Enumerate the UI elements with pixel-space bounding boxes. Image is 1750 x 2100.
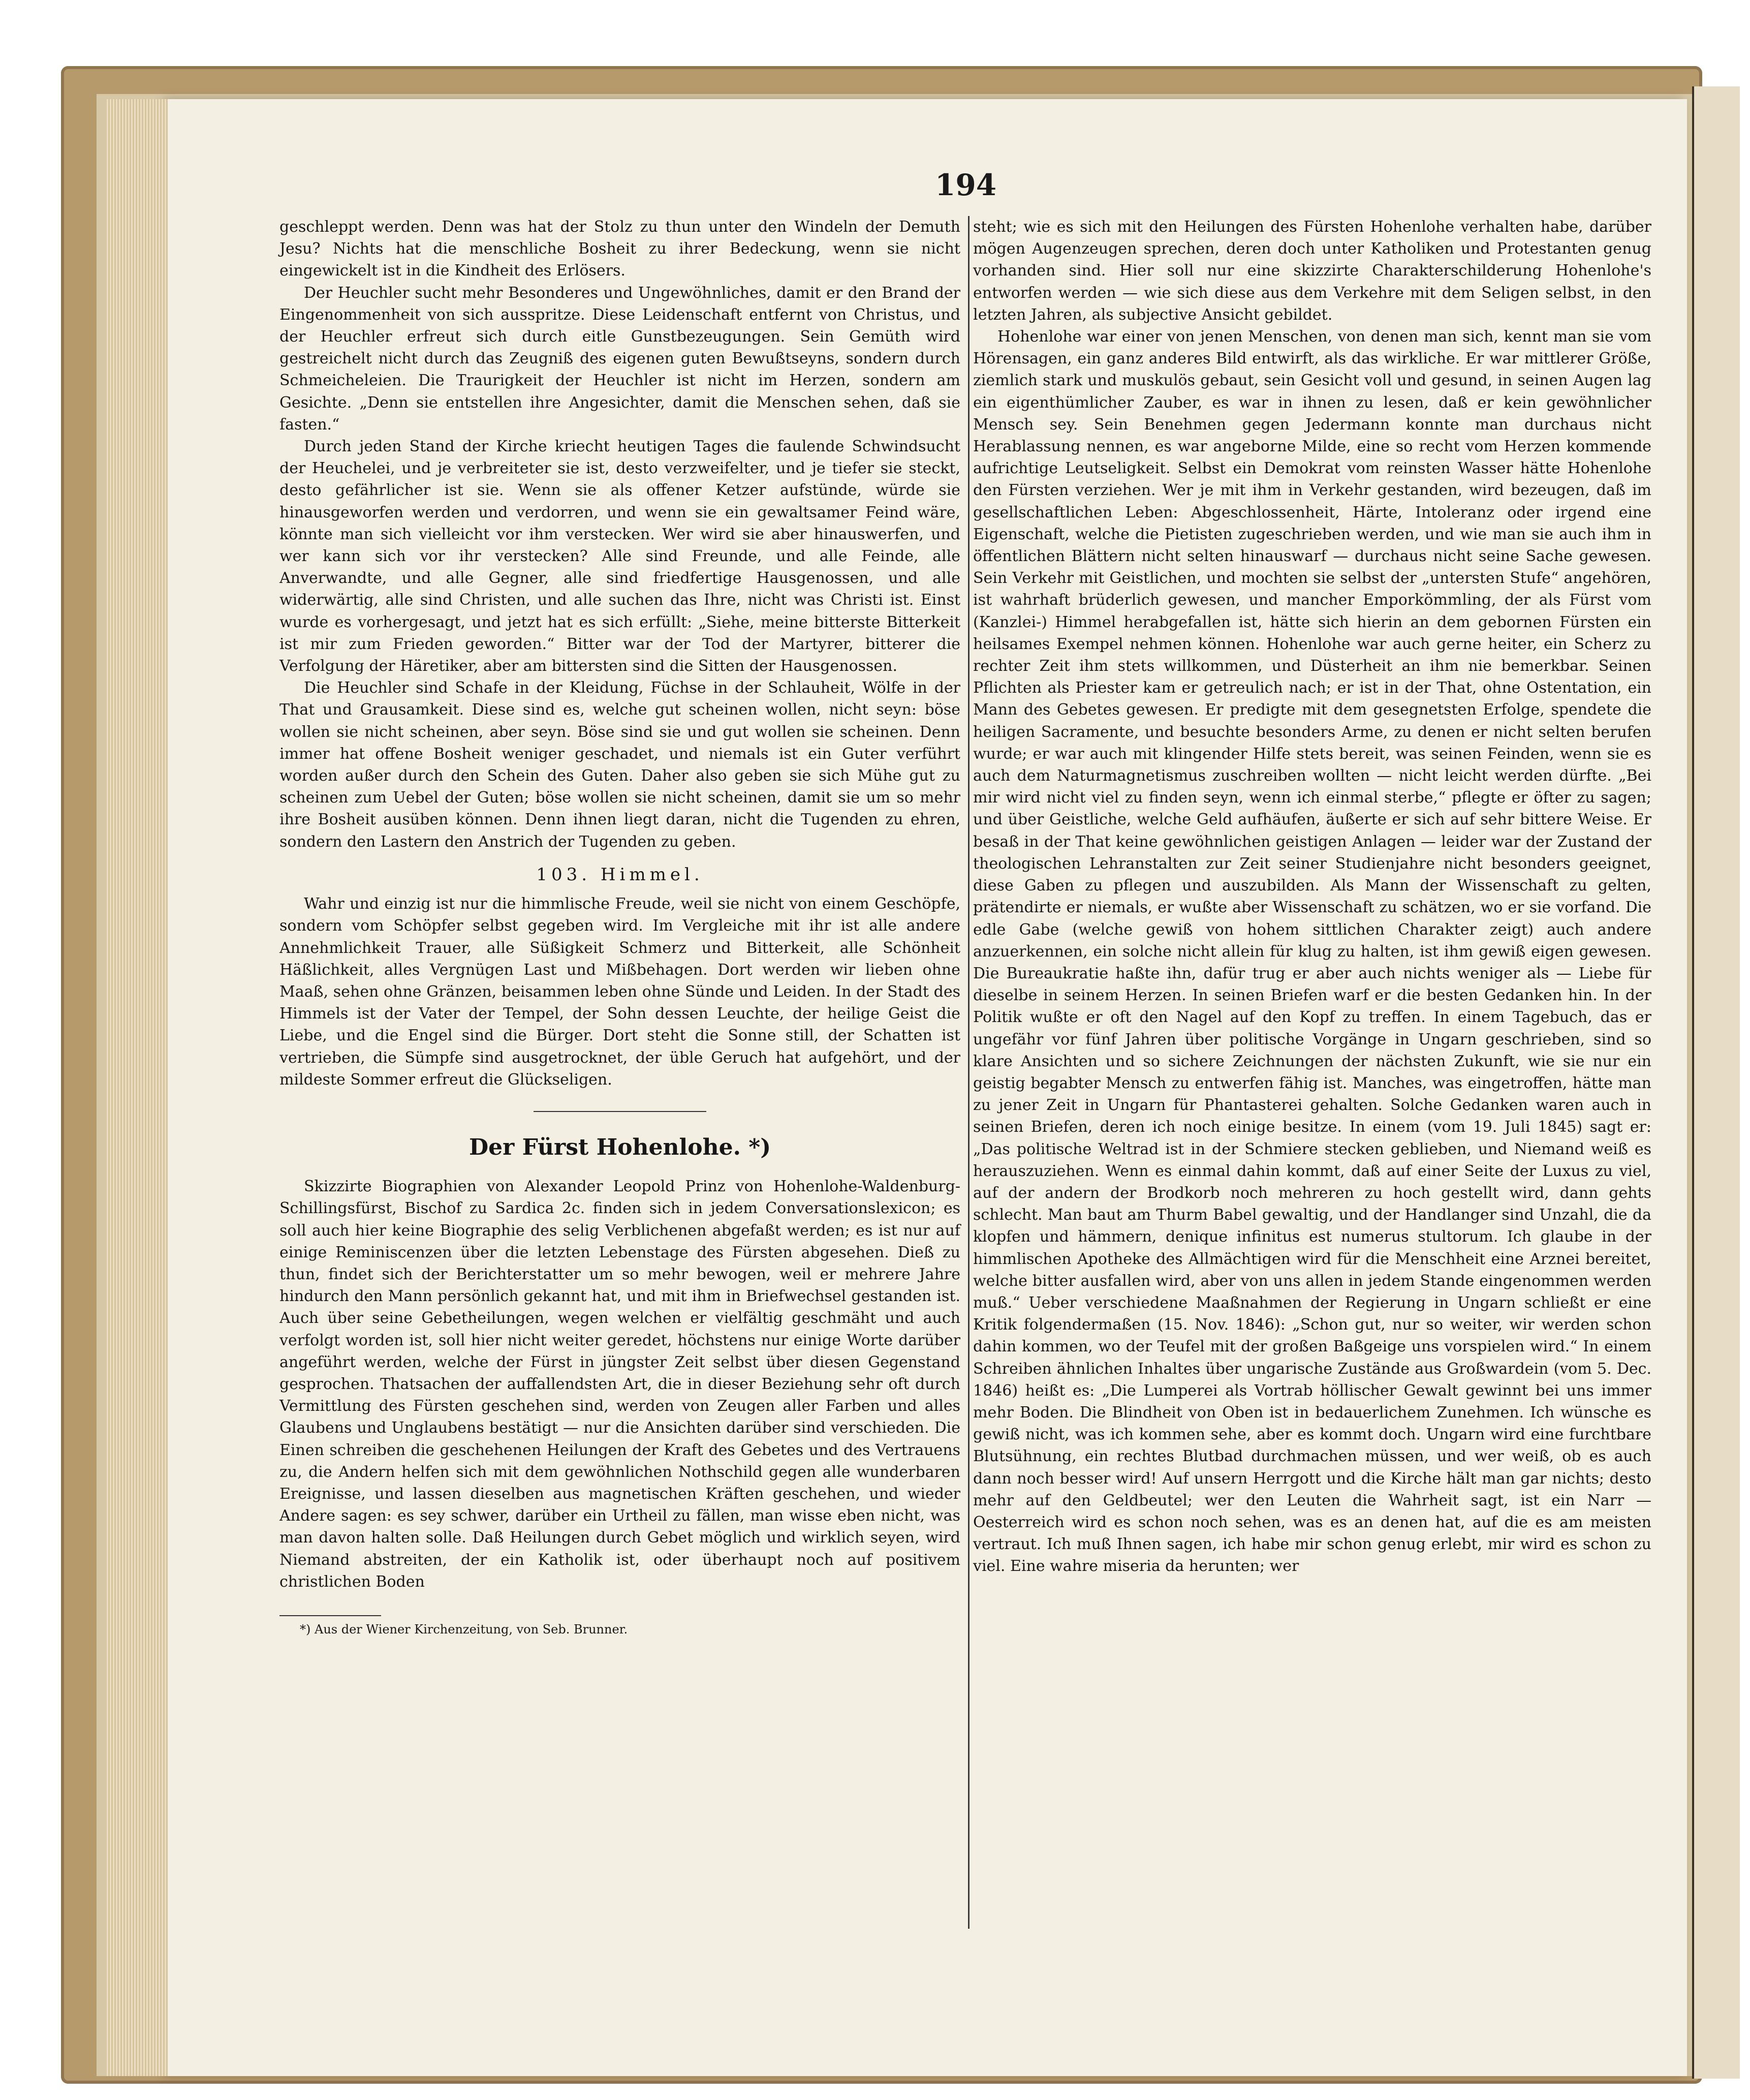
paragraph: Skizzirte Biographien von Alexander Leopold Prinz von Hohenlohe-Waldenburg-Schillingsfürst, Bischof zu Sardica 2c. finden sich in jedem Conversationslexicon; es soll auch hier keine Biographie des selig Verblichenen abgefaßt werden; es ist nur auf einige Reminiscenzen über die letzten Lebenstage des Fürsten abgesehen. Dieß zu thun, findet sich der Berichterstatter um so mehr bewogen, weil er mehrere Jahre hindurch den Mann persönlich gekannt hat, und mit ihm in Briefwechsel gestanden ist. Auch über seine Gebetheilungen, wegen welchen er vielfältig geschmäht und auch verfolgt worden ist, soll hier nicht weiter geredet, höchstens nur einige Worte darüber angeführt werden, welche der Fürst in jüngster Zeit selbst über diesen Gegenstand gesprochen. Thatsachen der auffallendsten Art, die in dieser Beziehung sehr oft durch Vermittlung des Fürsten geschehen sind, werden von Zeugen aller Farben und alles Glaubens und Unglaubens bestätigt — nur die Ansichten darüber sind verschieden. Die Einen schreiben die geschehenen Heilungen der Kraft des Gebetes und des Vertrauens zu, die Andern helfen sich mit dem gewöhnlichen Nothschild gegen alle wunderbaren Ereignisse, und lassen dieselben aus magnetischen Kräften geschehen, und wieder Andere sagen: es sey schwer, darüber ein Urtheil zu fällen, man wisse eben nicht, was man davon halten solle. Daß Heilungen durch Gebet möglich und wirklich seyen, wird Niemand abstreiten, der ein Katholik ist, oder überhaupt noch auf positivem christlichen Boden [279, 1178, 960, 1591]
article-title: Der Fürst Hohenlohe. *) [468, 1134, 771, 1160]
paragraph: Hohenlohe war einer von jenen Menschen, von denen man sich, kennt man sie vom Hörensagen, ein ganz anderes Bild entwirft, als das wirkliche. Er war mittlerer Größe, ziemlich stark und muskulös gebaut, sein Gesicht voll und gesund, in seinen Augen lag ein eigenthümlicher Zauber, es war in ihnen zu lesen, daß er kein gewöhnlicher Mensch sey. Sein Benehmen gegen Jedermann konnte man durchaus nicht Herablassung nennen, es war angeborne Milde, eine so recht vom Herzen kommende aufrichtige Leutseligkeit. Selbst ein Demokrat vom reinsten Wasser hätte Hohenlohe den Fürsten verziehen. Wer je mit ihm in Verkehr gestanden, wird bezeugen, daß im gesellschaftlichen Leben: Abgeschlossenheit, Härte, Intoleranz oder irgend eine Eigenschaft, welche die Pietisten zugeschrieben werden, und wie man sie auch ihm in öffentlichen Blättern nicht selten hinauswarf — durchaus nicht seine Sache gewesen. Sein Verkehr mit Geistlichen, und mochten sie selbst der „untersten Stufe“ angehören, ist wahrhaft brüderlich gewesen, und mancher Emporkömmling, der als Fürst vom (Kanzlei-) Himmel herabgefallen ist, hätte sich hierin an dem gebornen Fürsten ein heilsames Exempel nehmen können. Hohenlohe war auch gerne heiter, ein Scherz zu rechter Zeit ihm stets willkommen, und Düsterheit an ihm nie bemerkbar. Seinen Pflichten als Priester kam er getreulich nach; er ist in der That, ohne Ostentation, ein Mann des Gebetes gewesen. Er predigte mit dem gesegnetsten Erfolge, spendete die heiligen Sacramente, und besuchte besonders Arme, zu denen er nicht selten berufen wurde; er war auch mit klingender Hilfe stets bereit, was seinen Feinden, wenn sie es auch dem Naturmagnetismus zuschreiben wollten — nicht leicht werden dürfte. „Bei mir wird nicht viel zu finden seyn, wenn ich einmal sterbe,“ pflegte er öfter zu sagen; und über Geistliche, welche Geld aufhäufen, äußerte er sich auf sehr bittere Weise. Er besaß in der That keine gewöhnlichen geistigen Anlagen — leider war der Zustand der theologischen Lehranstalten zur Zeit seiner Studienjahre nicht besonders geeignet, diese Gaben zu pflegen und auszubilden. Als Mann der Wissenschaft zu gelten, prätendirte er niemals, er wußte aber Wissenschaft zu schätzen, wo er sie vorfand. Die edle Gabe (welche gewiß von hohem sittlichen Charakter zeigt) auch andere anzuerkennen, ein solche nicht allein für klug zu halten, ist ihm gewiß eigen gewesen. Die Bureaukratie haßte ihn, dafür trug er aber auch nichts weniger als — Liebe für dieselbe in seinem Herzen. In seinen Briefen warf er die besten Gedanken hin. In der Politik wußte er oft den Nagel auf den Kopf zu treffen. In einem Tagebuch, das er ungefähr vor fünf Jahren über politische Vorgänge in Ungarn geschrieben, sind so klare Ansichten und so sichere Zeichnungen der nächsten Zukunft, wie sie nur ein geistig begabter Mensch zu entwerfen fähig ist. Manches, was eingetroffen, hätte man zu jener Zeit in Ungarn für Phantasterei gehalten. Solche Gedanken waren auch in seinen Briefen, deren ich noch einige besitze. In einem (vom 19. Juli 1845) sagt er: „Das politische Weltrad ist in der Schmiere stecken geblieben, und Niemand weiß es herauszuziehen. Wenn es einmal dahin kommt, daß auf einer Seite der Luxus zu viel, auf der andern der Brodkorb noch mehreren zu hoch gestellt wird, dann gehts schlecht. Man baut am Thurm Babel gewaltig, und der Handlanger sind Unzahl, die da klopfen und hämmern, denique infinitus est numerus stultorum. Ich glaube in der himmlischen Apotheke des Allmächtigen wird für die Menschheit eine Arznei bereitet, welche bitter ausfallen wird, aber von uns allen in jedem Stande eingenommen werden muß.“ Ueber verschiedene Maaßnahmen der Regierung in Ungarn schließt er eine Kritik folgendermaßen (15. Nov. 1846): „Schon gut, nur so weiter, wir werden schon dahin kommen, wo der Teufel mit der großen Baßgeige uns vorspielen wird.“ In einem Schreiben ähnlichen Inhaltes über ungarische Zustände aus Großwardein (vom 5. Dec. 1846) heißt es: „Die Lumperei als Vortrab höllischer Gewalt gewinnt bei uns immer mehr Boden. Die Blindheit von Oben ist in bedauerlichem Zunehmen. Ich wünsche es gewiß nicht, was ich kommen sehe, aber es kommt doch. Ungarn wird eine furchtbare Blutsühnung, ein rechtes Blutbad durchmachen müssen, und wer weiß, ob es auch dann noch besser wird! Auf unsern Herrgott und die Kirche hält man gar nichts; desto mehr auf den Geldbeutel; wer den Leuten die Wahrheit sagt, ist ein Narr — Oesterreich wird es schon noch sehen, was es an denen hat, auf die es am meisten vertraut. Ich muß Ihnen sagen, ich habe mir schon genug erlebt, mir wird es schon zu viel. Eine wahre miseria da herunten; wer [973, 328, 1651, 1576]
paragraph: Wahr und einzig ist nur die himmlische Freude, weil sie nicht von einem Geschöpfe, sondern vom Schöpfer selbst gegeben wird. Im Vergleiche mit ihr ist alle andere Annehmlichkeit Trauer, alle Süßigkeit Schmerz und Bitterkeit, alle Schönheit Häßlichkeit, alles Vergnügen Last und Mißbehagen. Dort werden wir lieben ohne Maaß, sehen ohne Gränzen, beisammen leben ohne Sünde und Leiden. In der Stadt des Himmels ist der Vater der Tempel, der Sohn dessen Leuchte, der heilige Geist die Liebe, und die Engel sind die Bürger. Dort steht die Sonne still, der Schatten ist vertrieben, die Sümpfe sind ausgetrocknet, der üble Geruch hat aufgehört, und der mildeste Sommer erfreut die Glückseligen. [279, 895, 960, 1089]
section-divider [534, 1111, 706, 1112]
next-page-edge [1692, 86, 1740, 2079]
footnote-rule [279, 1615, 381, 1616]
section-heading: 103. Himmel. [536, 864, 704, 885]
footnote: *) Aus der Wiener Kirchenzeitung, von Seb. Brunner. [300, 1622, 628, 1636]
column-divider [968, 216, 970, 1929]
right-column [973, 216, 1651, 1578]
left-column [279, 216, 960, 1638]
page-number: 194 [935, 168, 997, 202]
paragraph: Durch jeden Stand der Kirche kriecht heutigen Tages die faulende Schwindsucht der Heuchelei, und je verbreiteter sie ist, desto verzweifelter, und je tiefer sie steckt, desto gefährlicher ist sie. Wenn sie als offener Ketzer aufstünde, würde sie hinausgeworfen werden und verdorren, und wenn sie ein gewaltsamer Feind wäre, könnte man sich vielleicht vor ihm verstecken. Wer wird sie aber hinauswerfen, und wer kann sich vor ihr verstecken? Alle sind Freunde, und alle Feinde, alle Anverwandte, und alle Gegner, alle sind friedfertige Hausgenossen, und alle widerwärtig, alle sind Christen, und alle suchen das Ihre, nicht was Christi ist. Einst wurde es vorhergesagt, und jetzt hat es sich erfüllt: „Siehe, meine bitterste Bitterkeit ist mir zum Frieden geworden.“ Bitter war der Tod der Martyrer, bitterer die Verfolgung der Häretiker, aber am bittersten sind die Sitten der Hausgenossen. [279, 438, 960, 675]
paragraph: Der Heuchler sucht mehr Besonderes und Ungewöhnliches, damit er den Brand der Eingenommenheit von sich ausspritze. Diese Leidenschaft entfernt von Christus, und der Heuchler erfreut sich durch eitle Gunstbezeugungen. Sein Gemüth wird gestreichelt nicht durch das Zeugniß des eigenen guten Bewußtseyns, sondern durch Schmeicheleien. Die Traurigkeit der Heuchler ist nicht im Herzen, sondern am Gesichte. „Denn sie entstellen ihre Angesichter, damit die Menschen sehen, daß sie fasten.“ [279, 284, 960, 434]
paragraph: geschleppt werden. Denn was hat der Stolz zu thun unter den Windeln der Demuth Jesu? Nichts hat die menschliche Bosheit zu ihrer Bedeckung, wenn sie nicht eingewickelt ist in die Kindheit des Erlösers. [279, 218, 960, 280]
paragraph: steht; wie es sich mit den Heilungen des Fürsten Hohenlohe verhalten habe, darüber mögen Augenzeugen sprechen, deren doch unter Katholiken und Protestanten genug vorhanden sind. Hier soll nur eine skizzirte Charakterschilderung Hohenlohe's entworfen werden — wie sich diese aus dem Verkehre mit dem Seligen selbst, in den letzten Jahren, als subjective Ansicht gebildet. [973, 218, 1651, 324]
paragraph: Die Heuchler sind Schafe in der Kleidung, Füchse in der Schlauheit, Wölfe in der That und Grausamkeit. Diese sind es, welche gut scheinen wollen, nicht seyn: böse wollen sie nicht scheinen, aber seyn. Böse sind sie und gut wollen sie scheinen. Denn immer hat offene Bosheit weniger geschadet, und niemals ist ein Guter verführt worden außer durch den Schein des Guten. Daher also geben sie sich Mühe gut zu scheinen zum Uebel der Guten; böse wollen sie nicht scheinen, damit sie um so mehr ihre Bosheit ausüben können. Denn ihnen liegt daran, nicht die Tugenden zu ehren, sondern den Lastern den Anstrich der Tugenden zu geben. [279, 679, 960, 851]
